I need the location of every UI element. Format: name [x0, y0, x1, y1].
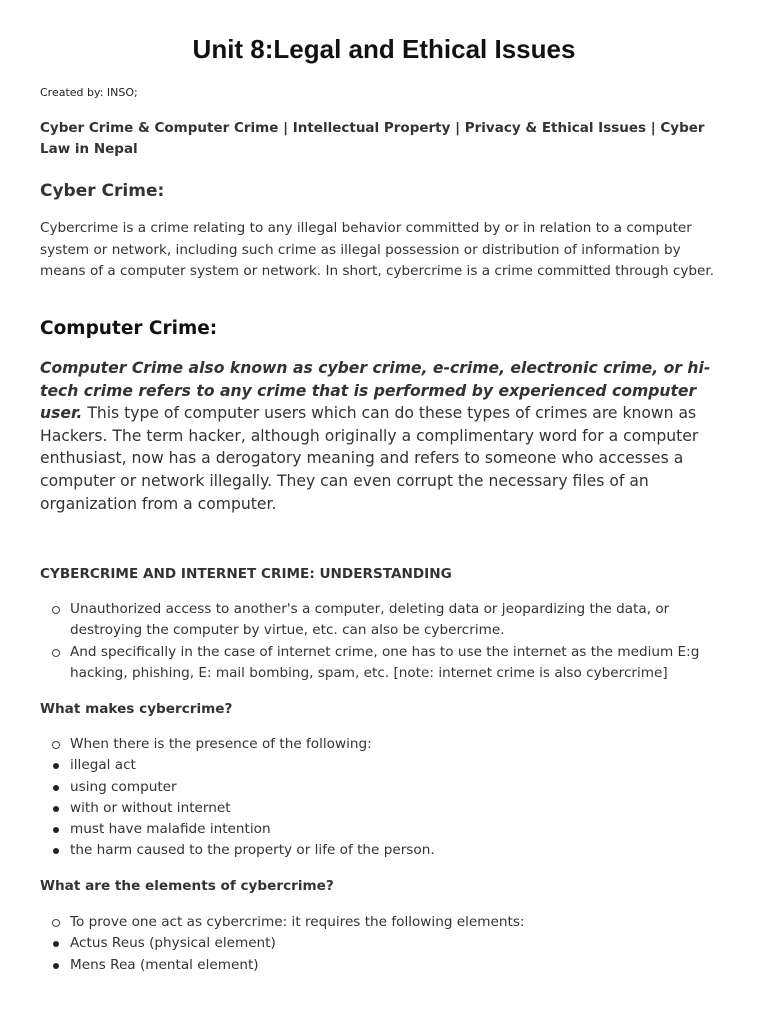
understanding-list: [40, 599, 732, 684]
solid-bullet-icon: [51, 819, 61, 840]
list-item: [40, 599, 732, 642]
elements-list: [40, 912, 732, 976]
list-item-text: To prove one act as cybercrime: it requires the following elements:: [70, 914, 525, 930]
list-item-text: using computer: [70, 778, 177, 795]
understanding-heading: CYBERCRIME AND INTERNET CRIME: UNDERSTANDING: [40, 566, 452, 582]
elements-heading: What are the elements of cybercrime?: [40, 878, 334, 894]
computer-crime-heading: Computer Crime:: [40, 318, 218, 339]
list-item: [40, 955, 732, 976]
solid-bullet-icon: [51, 798, 61, 819]
list-item: [40, 912, 732, 933]
hollow-bullet-icon: [51, 642, 61, 664]
list-item-text: Actus Reus (physical element): [70, 935, 276, 952]
cyber-crime-heading: Cyber Crime:: [40, 181, 165, 201]
list-item-text: When there is the presence of the following:: [70, 736, 372, 752]
computer-crime-explanation: This type of computer users which can do these types of crimes are known as Hackers. The term hacker, although originally a complimentary word for a computer enthusiast, now has a derogatory meaning and refers to someone who accesses a computer or network illegally. They can even corrupt the necessary files of an organization from a computer.: [40, 404, 699, 513]
hollow-bullet-icon: [51, 734, 61, 756]
list-item: [40, 798, 732, 819]
cyber-crime-paragraph: Cybercrime is a crime relating to any illegal behavior committed by or in relation to a computer system or network, including such crime as illegal possession or distribution of information by means of a computer system or network. In short, cybercrime is a crime committed through cyber.: [40, 220, 715, 279]
list-item: [40, 642, 732, 685]
list-item-text: with or without internet: [70, 799, 231, 816]
list-item: [40, 933, 732, 954]
list-item-text: the harm caused to the property or life of the person.: [70, 842, 435, 859]
solid-bullet-icon: [51, 777, 61, 798]
list-item: [40, 734, 732, 755]
list-item-text: must have malafide intention: [70, 821, 271, 838]
solid-bullet-icon: [51, 933, 61, 954]
hollow-bullet-icon: [51, 912, 61, 934]
list-item: [40, 777, 732, 798]
computer-crime-paragraph: [40, 357, 732, 515]
list-item-text: And specifically in the case of internet crime, one has to use the internet as the medium E:g hacking, phishing, E: mail bombing, spam, etc. [note: internet crime is also cybercrime]: [70, 643, 700, 681]
what-makes-list: [40, 734, 732, 862]
what-makes-heading: What makes cybercrime?: [40, 701, 233, 717]
list-item-text: Mens Rea (mental element): [70, 956, 259, 973]
list-item: [40, 840, 732, 861]
list-item-text: illegal act: [70, 757, 136, 774]
created-by-line: Created by: INSO;: [40, 86, 138, 99]
topics-line: Cyber Crime & Computer Crime | Intellectual Property | Privacy & Ethical Issues | Cyber Law in Nepal: [40, 120, 705, 157]
solid-bullet-icon: [51, 755, 61, 776]
list-item-text: Unauthorized access to another's a computer, deleting data or jeopardizing the data, or destroying the computer by virtue, etc. can also be cybercrime.: [70, 601, 670, 639]
list-item: [40, 819, 732, 840]
list-item: [40, 755, 732, 776]
computer-crime-definition: Computer Crime also known as cyber crime, e-crime, electronic crime, or hi-tech crime refers to any crime that is performed by experienced computer user.: [40, 359, 711, 423]
hollow-bullet-icon: [51, 599, 61, 621]
document-title: Unit 8:Legal and Ethical Issues: [192, 34, 576, 64]
solid-bullet-icon: [51, 955, 61, 976]
solid-bullet-icon: [51, 840, 61, 861]
